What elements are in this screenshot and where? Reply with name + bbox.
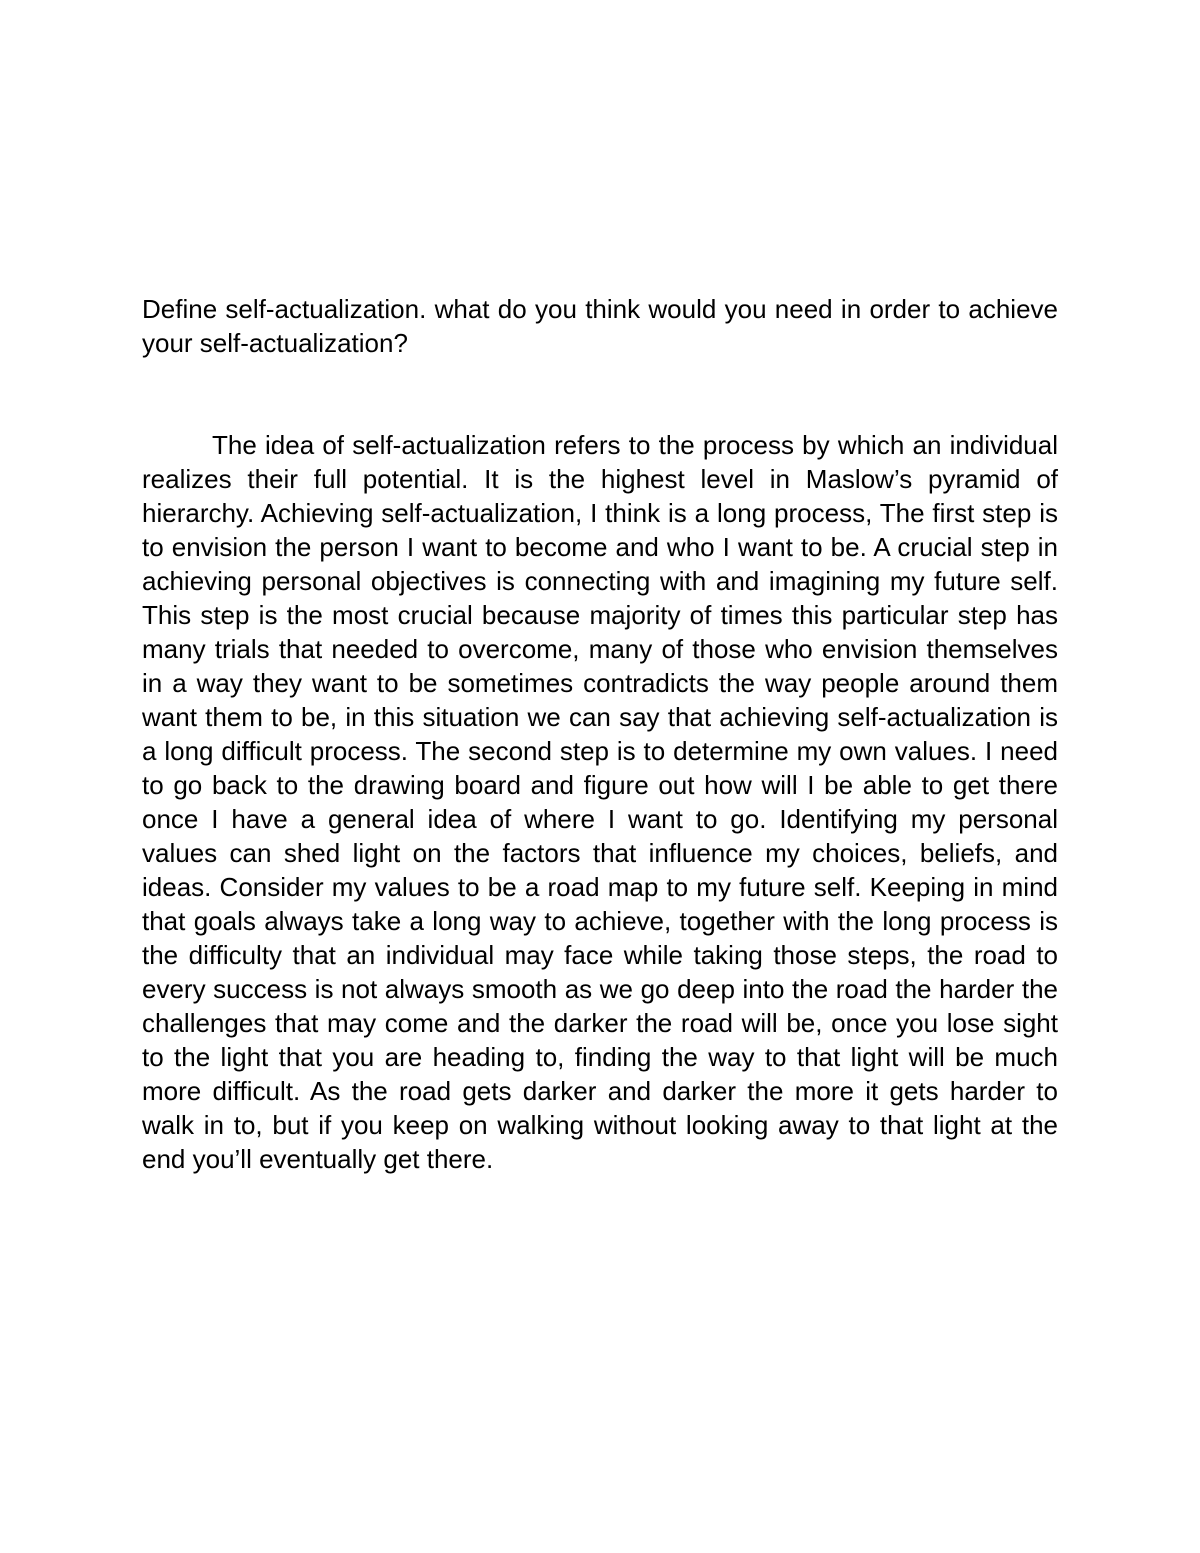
answer-paragraph: The idea of self-actualization refers to the process by which an individual realizes their full potential. It is the highest level in Maslow’s pyramid of hierarchy. Achieving self-actualization, I think is a long process, The first step is to envision the person I want to become and who I want to be. A crucial step in achieving personal objectives is connecting with and imagining my future self. This step is the most crucial because majority of times this particular step has many trials that needed to overcome, many of those who envision themselves in a way they want to be sometimes contradicts the way people around them want them to be, in this situation we can say that achieving self-actualization is a long difficult process. The second step is to determine my own values. I need to go back to the drawing board and figure out how will I be able to get there once I have a general idea of where I want to go. Identifying my personal values can shed light on the factors that influence my choices, beliefs, and ideas. Consider my values to be a road map to my future self. Keeping in mind that goals always take a long way to achieve, together with the long process is the difficulty that an individual may face while taking those steps, the road to every success is not always smooth as we go deep into the road the harder the challenges that may come and the darker the road will be, once you lose sight to the light that you are heading to, finding the way to that light will be much more difficult. As the road gets darker and darker the more it gets harder to walk in to, but if you keep on walking without looking away to that light at the end you’ll eventually get there. (142, 430, 1058, 1174)
question-paragraph: Define self-actualization. what do you think would you need in order to achieve your self-actualization? (142, 294, 1058, 358)
document-body (142, 292, 1058, 1176)
